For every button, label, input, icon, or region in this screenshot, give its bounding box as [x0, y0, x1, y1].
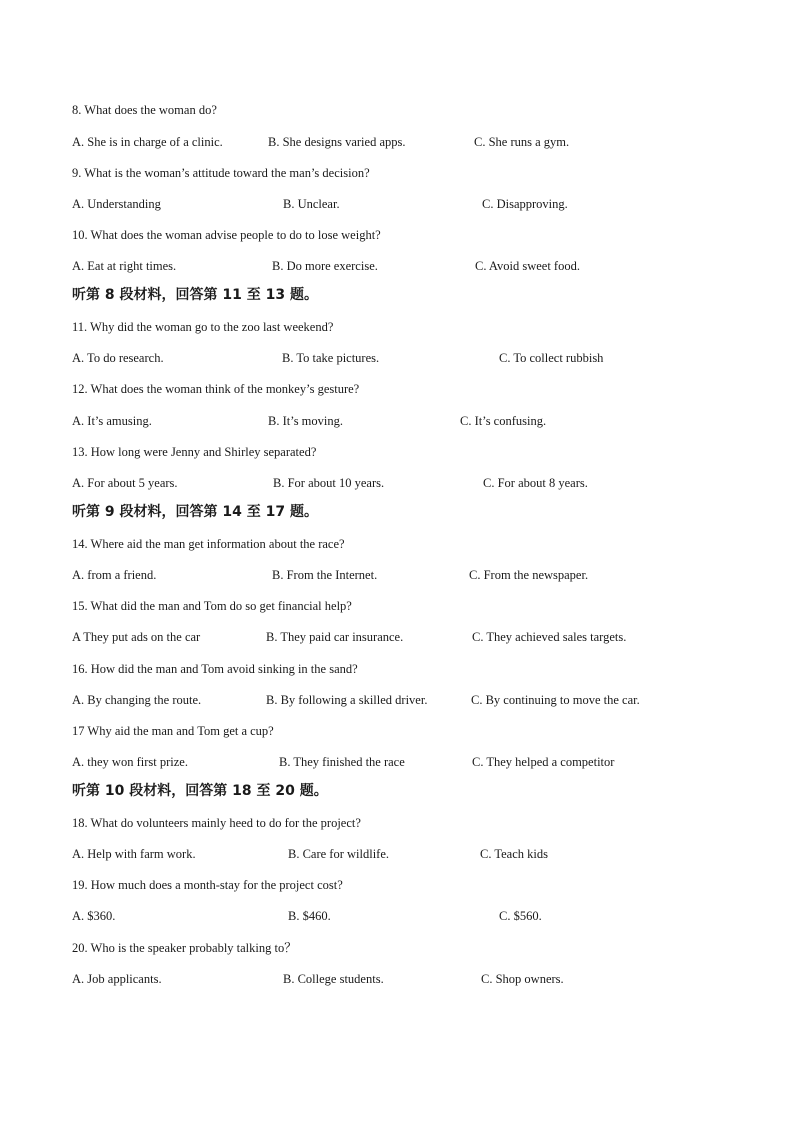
q11-option-c: C. To collect rubbish	[499, 351, 604, 365]
q19-option-c: C. $560.	[499, 909, 542, 923]
question-18: 18. What do volunteers mainly heed to do for the project?	[72, 816, 361, 830]
q8-option-c: C. She runs a gym.	[474, 135, 570, 149]
q15-option-b: B. They paid car insurance.	[266, 630, 404, 644]
q17-option-c: C. They helped a competitor	[472, 755, 615, 769]
section-heading-8: 听第 8 段材料，回答第 11 至 13 题。	[72, 287, 318, 303]
q16-option-a: A. By changing the route.	[72, 693, 202, 707]
q20-option-a: A. Job applicants.	[72, 972, 162, 986]
q14-option-b: B. From the Internet.	[272, 568, 378, 582]
q20-option-b: B. College students.	[283, 972, 384, 986]
q19-option-a: A. $360.	[72, 909, 116, 923]
q16-option-c: C. By continuing to move the car.	[471, 693, 640, 707]
q12-option-c: C. It’s confusing.	[460, 414, 547, 428]
q9-option-b: B. Unclear.	[283, 197, 340, 211]
q20-option-c: C. Shop owners.	[481, 972, 564, 986]
q18-option-a: A. Help with farm work.	[72, 847, 196, 861]
q9-option-c: C. Disapproving.	[482, 197, 568, 211]
question-17: 17 Why aid the man and Tom get a cup?	[72, 724, 274, 738]
q11-option-b: B. To take pictures.	[282, 351, 380, 365]
q18-option-c: C. Teach kids	[480, 847, 548, 861]
question-11: 11. Why did the woman go to the zoo last weekend?	[72, 320, 334, 334]
q17-option-b: B. They finished the race	[279, 755, 405, 769]
q9-option-a: A. Understanding	[72, 197, 161, 211]
q15-option-a: A They put ads on the car	[72, 630, 201, 644]
section-heading-9: 听第 9 段材料，回答第 14 至 17 题。	[72, 504, 318, 520]
question-19: 19. How much does a month-stay for the project cost?	[72, 878, 343, 892]
question-15: 15. What did the man and Tom do so get financial help?	[72, 599, 352, 613]
question-9: 9. What is the woman’s attitude toward the man’s decision?	[72, 166, 370, 180]
q8-option-b: B. She designs varied apps.	[268, 135, 406, 149]
question-10: 10. What does the woman advise people to do to lose weight?	[72, 228, 381, 242]
question-14: 14. Where aid the man get information about the race?	[72, 537, 345, 551]
q16-option-b: B. By following a skilled driver.	[266, 693, 428, 707]
q15-option-c: C. They achieved sales targets.	[472, 630, 627, 644]
q12-option-b: B. It’s moving.	[268, 414, 344, 428]
q11-option-a: A. To do research.	[72, 351, 164, 365]
q8-option-a: A. She is in charge of a clinic.	[72, 135, 223, 149]
q12-option-a: A. It’s amusing.	[72, 414, 152, 428]
q13-option-b: B. For about 10 years.	[273, 476, 385, 490]
question-8: 8. What does the woman do?	[72, 103, 217, 117]
q13-option-c: C. For about 8 years.	[483, 476, 588, 490]
q17-option-a: A. they won first prize.	[72, 755, 188, 769]
q10-option-a: A. Eat at right times.	[72, 259, 177, 273]
question-13: 13. How long were Jenny and Shirley separated?	[72, 445, 317, 459]
q13-option-a: A. For about 5 years.	[72, 476, 178, 490]
q14-option-c: C. From the newspaper.	[469, 568, 589, 582]
question-12: 12. What does the woman think of the monkey’s gesture?	[72, 382, 360, 396]
q10-option-b: B. Do more exercise.	[272, 259, 378, 273]
section-heading-10: 听第 10 段材料，回答第 18 至 20 题。	[72, 783, 328, 799]
q10-option-c: C. Avoid sweet food.	[475, 259, 580, 273]
q18-option-b: B. Care for wildlife.	[288, 847, 390, 861]
q14-option-a: A. from a friend.	[72, 568, 157, 582]
question-20: 20. Who is the speaker probably talking to？	[72, 941, 297, 955]
question-16: 16. How did the man and Tom avoid sinking in the sand?	[72, 662, 358, 676]
q19-option-b: B. $460.	[288, 909, 331, 923]
